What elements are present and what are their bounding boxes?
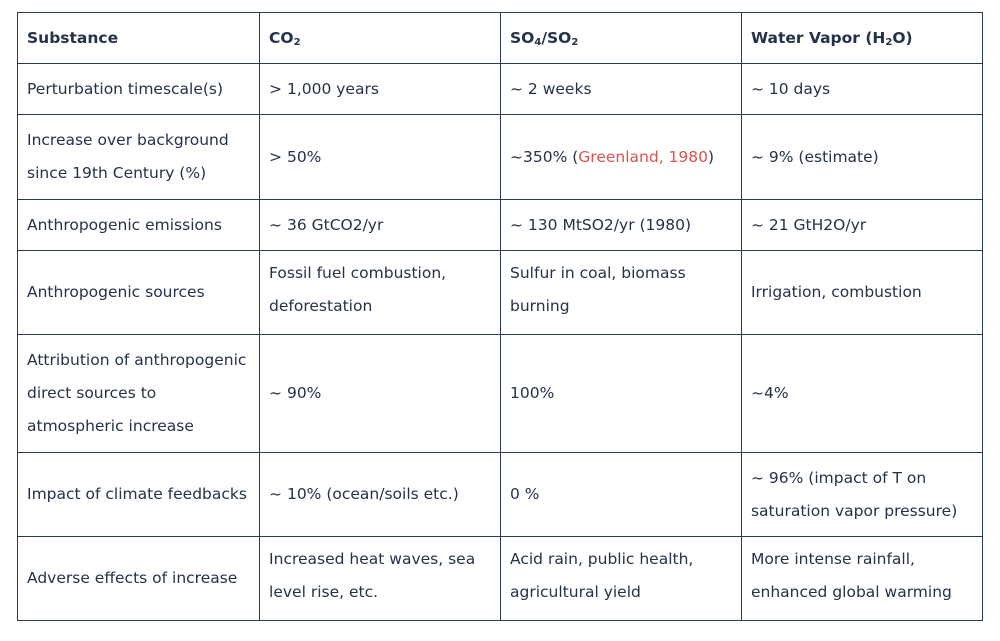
so-cell: 0 % bbox=[501, 453, 742, 537]
table-row bbox=[18, 537, 983, 621]
row-label: Attribution of anthropogenic direct sources to atmospheric increase bbox=[18, 335, 260, 453]
h2o-cell: ~ 10 days bbox=[741, 64, 982, 115]
table-row bbox=[18, 335, 983, 453]
row-label: Impact of climate feedbacks bbox=[18, 453, 260, 537]
table-row bbox=[18, 64, 983, 115]
co2-cell: > 1,000 years bbox=[260, 64, 501, 115]
h2o-cell: More intense rainfall, enhanced global warming bbox=[741, 537, 982, 621]
h2o-cell: ~ 9% (estimate) bbox=[741, 115, 982, 200]
greenland-link[interactable]: Greenland, 1980 bbox=[578, 147, 709, 166]
header-row bbox=[18, 13, 983, 64]
so-cell: ~350% (Greenland, 1980) bbox=[501, 115, 742, 200]
comparison-table bbox=[17, 12, 983, 621]
h2o-cell: ~ 96% (impact of T on saturation vapor pressure) bbox=[741, 453, 982, 537]
co2-cell: ~ 36 GtCO2/yr bbox=[260, 200, 501, 251]
row-label: Increase over background since 19th Century (%) bbox=[18, 115, 260, 200]
table-row bbox=[18, 200, 983, 251]
row-label: Perturbation timescale(s) bbox=[18, 64, 260, 115]
so-cell: ~ 130 MtSO2/yr (1980) bbox=[501, 200, 742, 251]
table-row bbox=[18, 251, 983, 335]
co2-cell: Fossil fuel combustion, deforestation bbox=[260, 251, 501, 335]
header-substance: Substance bbox=[18, 13, 260, 64]
co2-cell: Increased heat waves, sea level rise, etc. bbox=[260, 537, 501, 621]
h2o-cell: ~4% bbox=[741, 335, 982, 453]
so-cell: 100% bbox=[501, 335, 742, 453]
so-cell: ~ 2 weeks bbox=[501, 64, 742, 115]
co2-cell: > 50% bbox=[260, 115, 501, 200]
h2o-cell: ~ 21 GtH2O/yr bbox=[741, 200, 982, 251]
so-cell: Acid rain, public health, agricultural yield bbox=[501, 537, 742, 621]
h2o-cell: Irrigation, combustion bbox=[741, 251, 982, 335]
co2-cell: ~ 90% bbox=[260, 335, 501, 453]
row-label: Anthropogenic sources bbox=[18, 251, 260, 335]
header-water-vapor: Water Vapor $(H_2O)$ bbox=[741, 13, 982, 64]
header-so4-so2: $SO_4/SO_2$ bbox=[501, 13, 742, 64]
table-row bbox=[18, 453, 983, 537]
row-label: Anthropogenic emissions bbox=[18, 200, 260, 251]
table-row bbox=[18, 115, 983, 200]
header-co2: $CO_2$ bbox=[260, 13, 501, 64]
row-label: Adverse effects of increase bbox=[18, 537, 260, 621]
so-cell: Sulfur in coal, biomass burning bbox=[501, 251, 742, 335]
co2-cell: ~ 10% (ocean/soils etc.) bbox=[260, 453, 501, 537]
